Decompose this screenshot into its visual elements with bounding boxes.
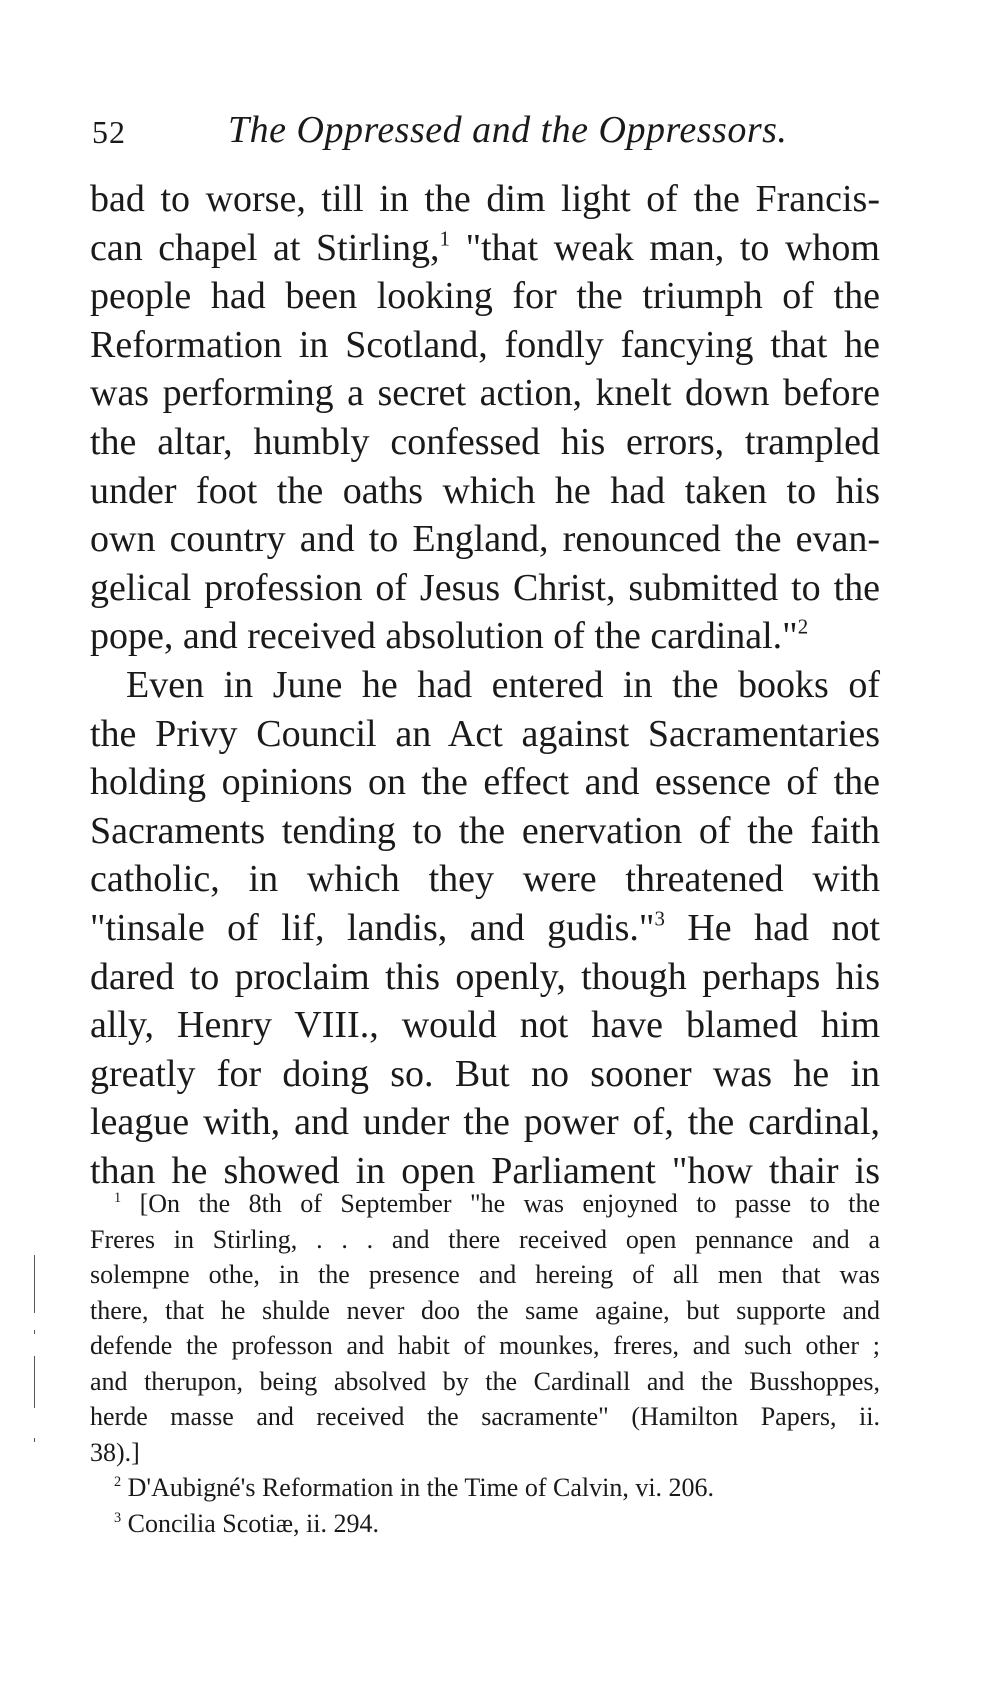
footnote-marker-3: 3: [114, 1509, 122, 1526]
text-line: ally, Henry VIII., would not have blamed him: [90, 1004, 880, 1047]
footnote-marker-2: 2: [114, 1474, 122, 1490]
footnote-ref-3[interactable]: 3: [654, 906, 665, 931]
text-line: under foot the oaths which he had taken to his: [90, 469, 880, 512]
footnote-line: solempne othe, in the presence and hereing of all men that was: [90, 1260, 880, 1289]
text-line: catholic, in which they were threatened with: [90, 858, 880, 901]
footnote-text: Concilia Scotiæ, ii. 294.: [127, 1508, 379, 1538]
text-line: own country and to England, renounced the evan-: [90, 518, 880, 561]
running-title: The Oppressed and the Oppressors.: [228, 109, 788, 151]
margin-mark: [34, 1356, 35, 1408]
text-line-segment: "tinsale of lif, landis, and gudis.": [90, 906, 655, 949]
footnote-marker-1: 1: [114, 1190, 122, 1206]
text-line-segment: can chapel at Stirling,: [90, 226, 440, 269]
text-line: holding opinions on the effect and essence of the: [90, 761, 880, 804]
text-line: was performing a secret action, knelt down before: [90, 372, 880, 415]
text-line-segment: pope, and received absolution of the cardinal.": [90, 615, 798, 658]
text-line: dared to proclaim this openly, though perhaps his: [90, 955, 880, 998]
footnote-1: [90, 1186, 880, 1222]
text-line: [90, 224, 880, 273]
text-line-segment: He had not: [664, 906, 881, 949]
margin-mark: [34, 1438, 35, 1442]
text-line: bad to worse, till in the dim light of the Francis-: [90, 178, 880, 220]
margin-mark: [34, 1330, 35, 1334]
text-line: greatly for doing so. But no sooner was he in: [90, 1052, 880, 1095]
text-line: [90, 904, 880, 953]
footnote-ref-2[interactable]: 2: [797, 614, 809, 639]
footnotes: [90, 1186, 880, 1541]
footnote-line: defende the professon and habit of mounkes, freres, and such other ;: [90, 1331, 880, 1360]
text-line: than he showed in open Parliament "how thair is: [90, 1149, 880, 1192]
text-line: Reformation in Scotland, fondly fancying that he: [90, 323, 880, 366]
footnote-line: [On the 8th of September "he was enjoyned to passe to the: [139, 1189, 881, 1218]
footnote-3: [90, 1506, 880, 1542]
footnote-line: there, that he shulde never doo the same againe, but supporte and: [90, 1295, 880, 1325]
text-line: the Privy Council an Act against Sacramentaries: [90, 712, 880, 755]
text-line-segment: "that weak man, to whom: [450, 226, 880, 269]
footnote-2: [90, 1470, 880, 1506]
text-line: the altar, humbly confessed his errors, trampled: [90, 420, 880, 463]
text-line: [90, 612, 880, 661]
text-line: people had been looking for the triumph of the: [90, 275, 880, 318]
paragraph-start-line: Even in June he had entered in the books of: [126, 663, 880, 706]
margin-mark: [34, 1255, 35, 1313]
footnote-ref-1[interactable]: 1: [439, 225, 450, 250]
footnote-line: Freres in Stirling, . . . and there received open pennance and a: [90, 1224, 880, 1254]
page-header: [92, 108, 882, 158]
footnote-line: 38).]: [90, 1437, 140, 1467]
text-line: gelical profession of Jesus Christ, submitted to the: [90, 566, 880, 609]
footnote-line: and therupon, being absolved by the Cardinall and the Busshoppes,: [90, 1366, 880, 1396]
text-line: Sacraments tending to the enervation of the faith: [90, 809, 880, 852]
page-number: 52: [92, 114, 126, 150]
body-text: [90, 175, 880, 1195]
footnote-line: herde masse and received the sacramente" (Hamilton Papers, ii.: [90, 1402, 880, 1431]
footnote-text: D'Aubigné's Reformation in the Time of Calvin, vi. 206.: [127, 1473, 715, 1502]
text-line: league with, and under the power of, the cardinal,: [90, 1101, 880, 1144]
